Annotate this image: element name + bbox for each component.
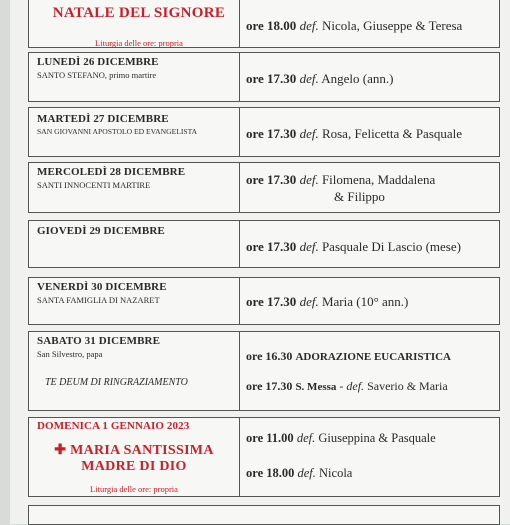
row-1-left	[28, 52, 240, 102]
mass-names: Giuseppina & Pasquale	[318, 431, 436, 445]
row-2-right	[239, 107, 500, 157]
feast-title-line-1	[29, 442, 239, 459]
mass-line-2	[246, 379, 448, 394]
mass-line	[246, 294, 408, 310]
row-0-right	[239, 0, 500, 48]
adoration-label: ADORAZIONE EUCARISTICA	[295, 351, 451, 363]
mass-def: def.	[299, 172, 319, 187]
saint-label: SANTI INNOCENTI MARTIRE	[37, 180, 151, 190]
mass-line	[246, 18, 462, 34]
cross-icon: ✚	[54, 443, 67, 458]
day-label: MERCOLEDÌ 28 DICEMBRE	[37, 166, 186, 178]
mass-time: ore 18.00	[246, 18, 297, 33]
row-4-left	[28, 220, 240, 268]
mass-names: Rosa, Felicetta & Pasquale	[321, 126, 463, 141]
mass-time: ore 17.30	[246, 239, 297, 254]
saint-label: SANTA FAMIGLIA DI NAZARET	[37, 295, 160, 305]
mass-time: ore 17.30	[246, 126, 297, 141]
mass-names: Nicola, Giuseppe & Teresa	[321, 18, 463, 33]
row-5-left	[28, 277, 240, 325]
mass-time: ore 16.30	[246, 349, 293, 363]
mass-line	[246, 349, 451, 364]
row-7-right	[239, 417, 500, 497]
saint-label: San Silvestro, papa	[37, 349, 103, 359]
mass-label: S. Messa	[295, 381, 337, 393]
saint-label: SANTO STEFANO, primo martire	[37, 70, 157, 80]
mass-line	[246, 431, 436, 446]
mass-names: Nicola	[319, 466, 353, 480]
mass-def: def.	[299, 71, 319, 86]
row-1-right	[239, 52, 500, 102]
liturgy-note: Liturgia delle ore: propria	[95, 38, 183, 48]
mass-names: Pasquale Di Lascio (mese)	[321, 239, 461, 254]
row-5-right	[239, 277, 500, 325]
row-4-right	[239, 220, 500, 268]
day-label: GIOVEDÌ 29 DICEMBRE	[37, 225, 165, 237]
row-6-left	[28, 331, 240, 411]
feast-title: MARIA SANTISSIMA	[70, 443, 214, 458]
te-deum-note: TE DEUM DI RINGRAZIAMENTO	[45, 377, 188, 388]
mass-names: Maria (10° ann.)	[321, 294, 409, 309]
day-label: SABATO 31 DICEMBRE	[37, 335, 161, 347]
mass-def: def.	[299, 18, 319, 33]
mass-time: ore 18.00	[246, 466, 295, 480]
row-6-right	[239, 331, 500, 411]
mass-names: Angelo (ann.)	[321, 71, 394, 86]
mass-time: ore 17.30	[246, 294, 297, 309]
row-3-right	[239, 162, 500, 213]
row-0-left	[28, 0, 250, 48]
next-row-edge	[28, 505, 500, 525]
row-2-left	[28, 107, 240, 157]
row-3-left	[28, 162, 240, 213]
mass-time: ore 17.30	[246, 172, 297, 187]
mass-def: def.	[299, 294, 319, 309]
day-label: VENERDÌ 30 DICEMBRE	[37, 281, 167, 293]
schedule-sheet	[10, 0, 510, 524]
separator: -	[339, 379, 344, 393]
liturgy-note: Liturgia delle ore: propria	[90, 484, 178, 494]
day-label: LUNEDÌ 26 DICEMBRE	[37, 56, 159, 68]
mass-line	[246, 239, 461, 255]
mass-time: ore 11.00	[246, 431, 294, 445]
mass-line-2	[246, 466, 352, 481]
mass-def: def.	[299, 239, 319, 254]
mass-names-continued: & Filippo	[334, 189, 385, 204]
feast-title: NATALE DEL SIGNORE	[52, 5, 226, 21]
feast-title-line-2: MADRE DI DIO	[81, 459, 187, 474]
mass-line	[246, 172, 435, 188]
mass-names: Filomena, Maddalena	[321, 172, 436, 187]
mass-line	[246, 126, 462, 142]
mass-names: Saverio & Maria	[367, 379, 448, 393]
mass-def: def.	[297, 466, 316, 480]
mass-line	[246, 71, 393, 87]
mass-def: def.	[346, 379, 365, 393]
mass-time: ore 17.30	[246, 71, 297, 86]
day-label: MARTEDÌ 27 DICEMBRE	[37, 113, 169, 125]
row-7-left	[28, 417, 240, 497]
mass-time: ore 17.30	[246, 379, 293, 393]
saint-label: SAN GIOVANNI APOSTOLO ED EVANGELISTA	[37, 127, 198, 136]
mass-def: def.	[299, 126, 319, 141]
day-label: DOMENICA 1 GENNAIO 2023	[37, 420, 190, 432]
mass-def: def.	[296, 431, 316, 445]
